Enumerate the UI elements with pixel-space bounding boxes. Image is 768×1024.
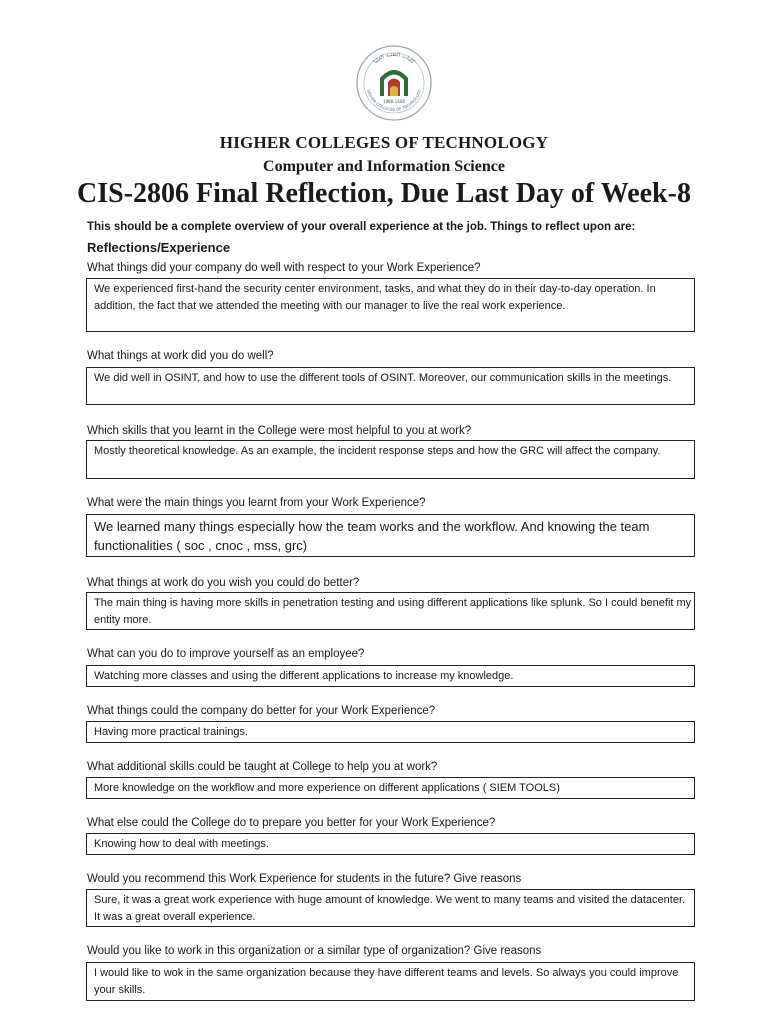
svg-text:كليات التقنية العليا: كليات التقنية العليا [372, 51, 416, 66]
answer-9[interactable]: Knowing how to deal with meetings. [86, 833, 695, 855]
institution-name: HIGHER COLLEGES OF TECHNOLOGY [219, 133, 549, 152]
hct-logo [355, 44, 433, 122]
question-2: What things at work did you do well? [87, 350, 274, 362]
question-11: Would you like to work in this organization or a similar type of organization? Give reasons [87, 945, 542, 957]
intro-text: This should be a complete overview of your overall experience at the job. Things to reflect upon are: [87, 221, 636, 233]
question-10: Would you recommend this Work Experience for students in the future? Give reasons [87, 873, 522, 885]
question-4: What were the main things you learnt from your Work Experience? [87, 497, 426, 509]
question-8: What additional skills could be taught at College to help you at work? [87, 761, 438, 773]
question-1: What things did your company do well with respect to your Work Experience? [87, 262, 481, 274]
answer-3[interactable]: Mostly theoretical knowledge. As an example, the incident response steps and how the GRC will affect the company. [86, 440, 695, 479]
answer-1[interactable]: We experienced first-hand the security center environment, tasks, and what they do in their day-to-day operation. In addition, the fact that we attended the meeting with our manager to live the real work experience. [86, 278, 695, 332]
answer-4[interactable]: We learned many things especially how the team works and the workflow. And knowing the team functionalities ( soc , cnoc , mss, grc) [86, 514, 695, 557]
answer-10[interactable]: Sure, it was a great work experience with huge amount of knowledge. We went to many teams and visited the datacenter. It was a great overall experience. [86, 889, 695, 927]
answer-8[interactable]: More knowledge on the workflow and more experience on different applications ( SIEM TOOLS) [86, 777, 695, 799]
question-3: Which skills that you learnt in the College were most helpful to you at work? [87, 425, 472, 437]
logo-seal-icon [355, 44, 433, 122]
answer-5[interactable]: The main thing is having more skills in penetration testing and using different applications like splunk. So I could benefit my entity more. [86, 592, 695, 630]
question-6: What can you do to improve yourself as an employee? [87, 648, 365, 660]
answer-7[interactable]: Having more practical trainings. [86, 721, 695, 743]
answer-6[interactable]: Watching more classes and using the different applications to increase my knowledge. [86, 665, 695, 687]
svg-text:1988-1408: 1988-1408 [383, 99, 405, 104]
svg-text:HIGHER COLLEGES OF TECHNOLOGY: HIGHER COLLEGES OF TECHNOLOGY [365, 88, 423, 113]
department-name: Computer and Information Science [263, 158, 505, 175]
document-title: CIS-2806 Final Reflection, Due Last Day of Week-8 [77, 178, 691, 209]
answer-2[interactable]: We did well in OSINT, and how to use the different tools of OSINT. Moreover, our communication skills in the meetings. [86, 367, 695, 405]
question-5: What things at work do you wish you could do better? [87, 577, 360, 589]
question-7: What things could the company do better for your Work Experience? [87, 705, 436, 717]
answer-11[interactable]: I would like to wok in the same organization because they have different teams and levels. So always you could improve your skills. [86, 962, 695, 1001]
section-heading: Reflections/Experience [87, 240, 231, 255]
question-9: What else could the College do to prepare you better for your Work Experience? [87, 817, 496, 829]
